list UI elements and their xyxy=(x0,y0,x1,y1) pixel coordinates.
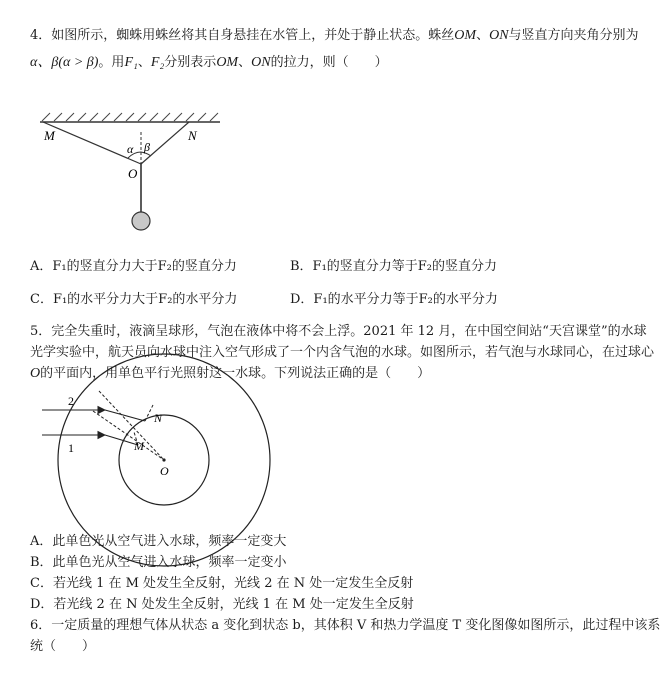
q4-sep: 、 xyxy=(137,55,151,70)
q5-stem-text: 的平面内，用单色平行光照射这一水球。下列说法正确的是（ ） xyxy=(40,366,431,381)
spider-ball xyxy=(132,212,150,230)
q4-sep: 、 xyxy=(476,28,490,43)
q4-om-label: OM xyxy=(216,55,239,70)
q4-om-label: OM xyxy=(454,28,477,43)
normal-2 xyxy=(99,391,164,460)
q4-option-a[interactable]: A．F₁的竖直分力大于F₂的竖直分力 xyxy=(30,259,237,274)
q5-option-a[interactable]: A．此单色光从空气进入水球，频率一定变大 xyxy=(30,534,287,549)
q5-stem-line1: 5．完全失重时，液滴呈球形，气泡在液体中将不会上浮。2021 年 12 月，在中国空间站“天宫课堂”的水球 xyxy=(30,324,647,339)
label-m: M xyxy=(44,128,55,143)
ray-1-label: 1 xyxy=(68,441,74,455)
point-n-label: N xyxy=(154,411,163,425)
q5-option-b[interactable]: B．此单色光从空气进入水球，频率一定变小 xyxy=(30,555,287,570)
q4-text: 分别表示 xyxy=(164,55,217,70)
ray-2-refracted xyxy=(105,410,145,421)
q4-angle-math: α、β(α > β) xyxy=(30,55,99,70)
q5-center-label: O xyxy=(30,366,41,381)
q4-f2: F₂ xyxy=(150,55,165,70)
q4-option-d[interactable]: D．F₁的水平分力等于F₂的水平分力 xyxy=(290,292,498,307)
q4-text: 。用 xyxy=(98,55,125,70)
q4-option-b[interactable]: B．F₁的竖直分力等于F₂的竖直分力 xyxy=(290,259,498,274)
q4-on-label: ON xyxy=(251,55,271,70)
q5-option-c[interactable]: C．若光线 1 在 M 处发生全反射，光线 2 在 N 处一定发生全反射 xyxy=(30,576,414,591)
pipe-hatching xyxy=(42,113,218,121)
point-m-label: M xyxy=(134,439,144,453)
q4-spider-figure xyxy=(30,108,230,238)
label-o: O xyxy=(128,166,138,181)
center-o-label: O xyxy=(160,464,169,478)
q6-stem-line2: 统（ ） xyxy=(30,639,96,654)
q5-stem-line3 xyxy=(30,365,430,383)
q4-option-c[interactable]: C．F₁的水平分力大于F₂的水平分力 xyxy=(30,292,238,307)
q5-water-ball-figure xyxy=(30,388,280,520)
q4-f1: F₁ xyxy=(124,55,138,70)
q4-text: 的拉力，则（ ） xyxy=(270,55,388,70)
q5-stem-line2: 光学实验中，航天员向水球中注入空气形成了一个内含气泡的水球。如图所示，若气泡与水球同心，在过球心 xyxy=(30,345,655,360)
q4-sep: 、 xyxy=(238,55,252,70)
normal-n-ext xyxy=(145,405,153,421)
q4-stem-prefix: 4．如图所示，蜘蛛用蛛丝将其自身悬挂在水管上，并处于静止状态。蛛丝 xyxy=(30,28,455,43)
q4-stem-line2 xyxy=(30,54,388,72)
label-alpha: α xyxy=(127,142,134,156)
label-beta: β xyxy=(144,140,150,154)
q6-stem-line1: 6．一定质量的理想气体从状态 a 变化到状态 b，其体积 V 和热力学温度 T 变化图像如图所示，此过程中该系 xyxy=(30,618,660,633)
q4-stem-line1 xyxy=(30,27,639,45)
q4-on-label: ON xyxy=(489,28,509,43)
q5-option-d[interactable]: D．若光线 2 在 N 处发生全反射，光线 1 在 M 处一定发生全反射 xyxy=(30,597,414,612)
q4-stem-suffix: 与竖直方向夹角分别为 xyxy=(508,28,639,43)
ray-2-label: 2 xyxy=(68,394,74,408)
label-n: N xyxy=(188,128,197,143)
